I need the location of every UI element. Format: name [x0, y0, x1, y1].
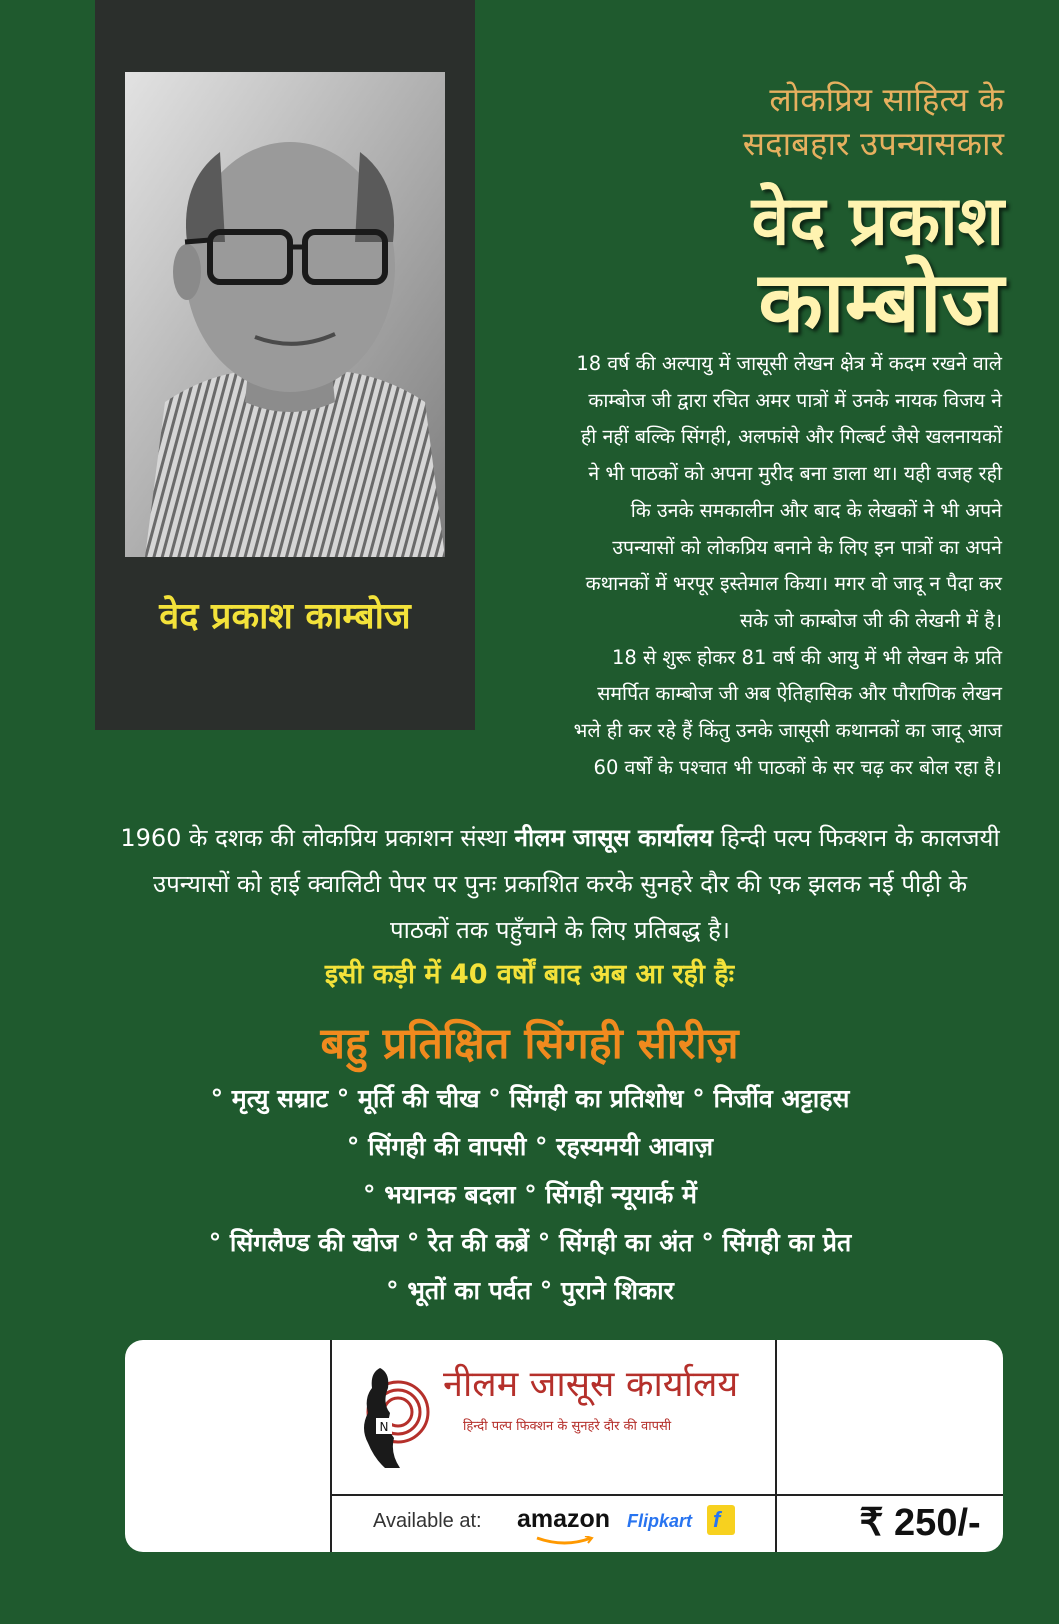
- bio-line: कि उनके समकालीन और बाद के लेखकों ने भी अपने: [630, 498, 1002, 522]
- bio-line: ही नहीं बल्कि सिंगही, अलफांसे और गिल्बर्ट जैसे खलनायकों: [580, 425, 1002, 449]
- author-portrait-image: [125, 72, 445, 557]
- publisher-tagline: हिन्दी पल्प फिक्शन के सुनहरे दौर की वापसी: [463, 1419, 672, 1434]
- bio-line: 18 से शुरू होकर 81 वर्ष की आयु में भी लेखन के प्रति: [612, 645, 1002, 669]
- footer-divider: [330, 1340, 332, 1552]
- author-name-caption: वेद प्रकाश काम्बोज: [159, 596, 411, 637]
- bio-line: समर्पित काम्बोज जी अब ऐतिहासिक और पौराणिक लेखन: [597, 682, 1002, 706]
- series-title-list: [60, 1075, 1000, 1315]
- price-label: ₹ 250/-: [859, 1502, 981, 1544]
- publisher-name: नीलम जासूस कार्यालय: [443, 1364, 739, 1405]
- amazon-smile-icon: [535, 1536, 595, 1546]
- tagline-line-1: लोकप्रिय साहित्य के: [769, 80, 1004, 119]
- footer-card: [125, 1340, 1003, 1552]
- headline-line-2: काम्बोज: [758, 253, 1004, 351]
- tagline: [584, 78, 1004, 166]
- headline-line-1: वेद प्रकाश: [751, 182, 1004, 261]
- author-bio: [482, 346, 1002, 786]
- bio-line: उपन्यासों को लोकप्रिय बनाने के लिए इन पात्रों का अपने: [612, 535, 1002, 559]
- bio-line: ने भी पाठकों को अपना मुरीद बना डाला था। यही वजह रही: [588, 462, 1002, 486]
- publisher-logo-icon: [350, 1358, 430, 1470]
- bio-line: कथानकों में भरपूर इस्तेमाल किया। मगर वो जादू न पैदा कर: [585, 572, 1002, 596]
- bio-line: सके जो काम्बोज जी की लेखनी में है।: [739, 608, 1002, 632]
- bio-line: 60 वर्षों के पश्चात भी पाठकों के सर चढ़ कर बोल रहा है।: [593, 755, 1002, 779]
- title-row: ° सिंगही की वापसी ° रहस्यमयी आवाज़: [346, 1132, 714, 1161]
- flipkart-bag-icon: f: [707, 1505, 735, 1535]
- amazon-logo: amazon: [517, 1505, 611, 1533]
- author-headline: [584, 182, 1004, 351]
- svg-text:N: N: [379, 1420, 389, 1434]
- publisher-intro: [120, 815, 1000, 953]
- bio-line: भले ही कर रहे हैं किंतु उनके जासूसी कथानकों का जादू आज: [573, 719, 1002, 743]
- flipkart-logo: Flipkart: [627, 1511, 693, 1531]
- bio-line: काम्बोज जी द्वारा रचित अमर पात्रों में उनके नायक विजय ने: [588, 388, 1002, 412]
- footer-divider: [332, 1494, 1003, 1496]
- title-row: ° सिंगलैण्ड की खोज ° रेत की कब्रें ° सिंगही का अंत ° सिंगही का प्रेत: [208, 1228, 852, 1257]
- series-subhead: इसी कड़ी में 40 वर्षों बाद अब आ रही हैः: [324, 959, 735, 990]
- title-row: ° मृत्यु सम्राट ° मूर्ति की चीख ° सिंगही का प्रतिशोध ° निर्जीव अट्टाहस: [210, 1084, 850, 1113]
- footer-divider: [775, 1340, 777, 1552]
- author-photo: [125, 72, 445, 557]
- bio-line: 18 वर्ष की अल्पायु में जासूसी लेखन क्षेत्र में कदम रखने वाले: [576, 352, 1002, 375]
- intro-text-after: हिन्दी पल्प फिक्शन के कालजयी उपन्यासों को हाई क्वालिटी पेपर पर पुनः प्रकाशित करके सुनहरे दौर की एक झलक नई पीढ़ी के पाठकों तक पहुँचाने के लिए प्रतिबद्ध है।: [152, 824, 1000, 944]
- tagline-line-2: सदाबहार उपन्यासकार: [742, 124, 1004, 163]
- series-title: बहु प्रतिक्षित सिंगही सीरीज़: [320, 1019, 739, 1069]
- intro-publisher-name: नीलम जासूस कार्यालय: [514, 824, 713, 852]
- title-row: ° भूतों का पर्वत ° पुराने शिकार: [386, 1276, 674, 1305]
- title-row: ° भयानक बदला ° सिंगही न्यूयार्क में: [362, 1180, 698, 1209]
- available-at-label: Available at:: [373, 1510, 482, 1532]
- author-photo-panel: [95, 0, 475, 730]
- intro-text-before: 1960 के दशक की लोकप्रिय प्रकाशन संस्था: [120, 824, 515, 852]
